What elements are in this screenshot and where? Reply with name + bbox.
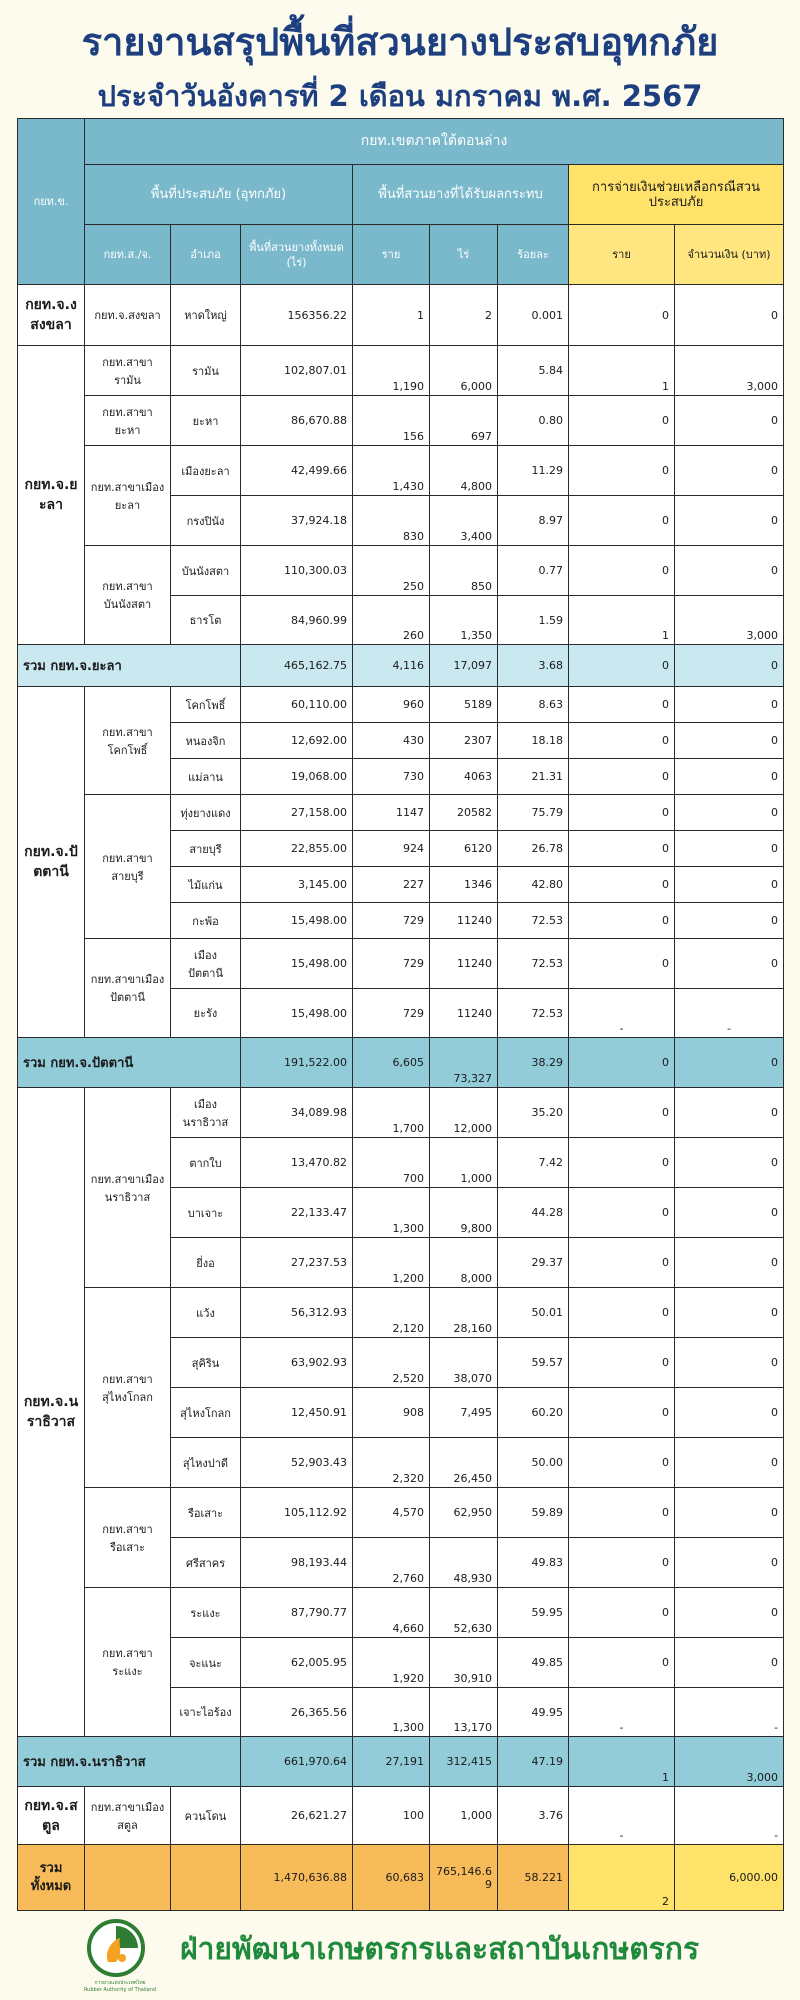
pay-people-cell: 2 xyxy=(569,1845,675,1911)
rai-cell: 697 xyxy=(430,396,498,446)
people-cell: 729 xyxy=(353,939,430,989)
percent-cell: 0.80 xyxy=(498,396,569,446)
area-cell: 52,903.43 xyxy=(241,1438,353,1488)
percent-cell: 60.20 xyxy=(498,1388,569,1438)
district-cell: ยะรัง xyxy=(171,989,241,1038)
district-cell: เมือง นราธิวาส xyxy=(171,1088,241,1138)
branch-cell: กยท.สาขายะหา xyxy=(85,396,171,446)
table-row xyxy=(18,1488,784,1538)
branch-cell: กยท.สาขาเมือง สตูล xyxy=(85,1787,171,1845)
district-cell: ควนโดน xyxy=(171,1787,241,1845)
district-cell: เมืองยะลา xyxy=(171,446,241,496)
percent-cell: 58.221 xyxy=(498,1845,569,1911)
branch-cell: กยท.สาขา ระแงะ xyxy=(85,1588,171,1737)
people-cell: 700 xyxy=(353,1138,430,1188)
district-cell: รือเสาะ xyxy=(171,1488,241,1538)
pay-amount-cell: 0 xyxy=(675,1338,784,1388)
people-cell: 960 xyxy=(353,687,430,723)
pay-people-cell: 0 xyxy=(569,1038,675,1088)
rai-cell: 1,000 xyxy=(430,1138,498,1188)
rai-cell: 1,350 xyxy=(430,596,498,645)
rai-cell: 4,800 xyxy=(430,446,498,496)
table-row xyxy=(18,1088,784,1138)
people-cell: 260 xyxy=(353,596,430,645)
pay-people-cell: 0 xyxy=(569,1638,675,1688)
rai-cell: 4063 xyxy=(430,759,498,795)
logo-text-en: Rubber Authority of Thailand xyxy=(83,1987,157,1993)
district-cell: ยี่งอ xyxy=(171,1238,241,1288)
pay-amount-cell: - xyxy=(675,1688,784,1737)
pay-amount-cell: 0 xyxy=(675,546,784,596)
area-cell: 27,237.53 xyxy=(241,1238,353,1288)
percent-cell: 42.80 xyxy=(498,867,569,903)
pay-amount-cell: 0 xyxy=(675,1238,784,1288)
percent-cell: 47.19 xyxy=(498,1737,569,1787)
payment-header: การจ่ายเงินช่วยเหลือกรณีสวนประสบภัย xyxy=(569,165,784,225)
pay-amount-cell: 6,000.00 xyxy=(675,1845,784,1911)
people-cell: 60,683 xyxy=(353,1845,430,1911)
area-cell: 63,902.93 xyxy=(241,1338,353,1388)
branch-cell: กยท.สาขาเมือง นราธิวาส xyxy=(85,1088,171,1288)
district-cell: สายบุรี xyxy=(171,831,241,867)
area-cell: 22,133.47 xyxy=(241,1188,353,1238)
pay-amount-cell: 0 xyxy=(675,759,784,795)
area-cell: 26,365.56 xyxy=(241,1688,353,1737)
area-cell: 156356.22 xyxy=(241,285,353,346)
percent-cell: 21.31 xyxy=(498,759,569,795)
pay-people-cell: 0 xyxy=(569,1538,675,1588)
table-row xyxy=(18,1588,784,1638)
district-cell: สุไหงโกลก xyxy=(171,1388,241,1438)
pay-people-cell: - xyxy=(569,989,675,1038)
area-cell: 661,970.64 xyxy=(241,1737,353,1787)
people-cell: 924 xyxy=(353,831,430,867)
people-header: ราย xyxy=(353,225,430,285)
district-cell: ตากใบ xyxy=(171,1138,241,1188)
pay-people-cell: 0 xyxy=(569,496,675,546)
people-cell: 729 xyxy=(353,903,430,939)
area-cell: 15,498.00 xyxy=(241,939,353,989)
people-cell: 1,920 xyxy=(353,1638,430,1688)
branch-cell: กยท.สาขาเมือง ยะลา xyxy=(85,446,171,546)
pay-people-cell: 0 xyxy=(569,903,675,939)
percent-cell: 29.37 xyxy=(498,1238,569,1288)
grand-total-row xyxy=(18,1845,784,1911)
subtotal-row-pattani xyxy=(18,1038,784,1088)
rai-cell: 28,160 xyxy=(430,1288,498,1338)
rai-cell: 48,930 xyxy=(430,1538,498,1588)
pay-amount-cell: 0 xyxy=(675,1438,784,1488)
table-row xyxy=(18,546,784,596)
rai-cell: 1346 xyxy=(430,867,498,903)
area-cell: 34,089.98 xyxy=(241,1088,353,1138)
percent-cell: 59.57 xyxy=(498,1338,569,1388)
area-cell: 56,312.93 xyxy=(241,1288,353,1338)
percent-cell: 50.00 xyxy=(498,1438,569,1488)
pay-amount-cell: 0 xyxy=(675,396,784,446)
percent-cell: 26.78 xyxy=(498,831,569,867)
people-cell: 1,300 xyxy=(353,1188,430,1238)
district-cell: เจาะไอร้อง xyxy=(171,1688,241,1737)
percent-cell: 5.84 xyxy=(498,346,569,396)
rai-cell: 11240 xyxy=(430,989,498,1038)
percent-cell: 49.83 xyxy=(498,1538,569,1588)
branch-header: กยท.ส./จ. xyxy=(85,225,171,285)
pay-people-cell: 0 xyxy=(569,1138,675,1188)
pay-amount-cell: 0 xyxy=(675,831,784,867)
pay-people-cell: 0 xyxy=(569,546,675,596)
percent-cell: 49.85 xyxy=(498,1638,569,1688)
rai-cell: 6,000 xyxy=(430,346,498,396)
area-cell: 19,068.00 xyxy=(241,759,353,795)
pay-people-cell: 0 xyxy=(569,867,675,903)
percent-cell: 0.77 xyxy=(498,546,569,596)
people-cell: 6,605 xyxy=(353,1038,430,1088)
pay-people-cell: 0 xyxy=(569,1438,675,1488)
area-cell: 27,158.00 xyxy=(241,795,353,831)
percent-cell: 49.95 xyxy=(498,1688,569,1737)
pay-people-cell: 0 xyxy=(569,831,675,867)
district-cell: สุคิริน xyxy=(171,1338,241,1388)
province-cell: กยท.จ.น ราธิวาส xyxy=(18,1088,85,1737)
district-cell: บาเจาะ xyxy=(171,1188,241,1238)
rai-cell: 9,800 xyxy=(430,1188,498,1238)
pay-people-cell: 0 xyxy=(569,396,675,446)
district-cell: โคกโพธิ์ xyxy=(171,687,241,723)
pay-amount-cell: 0 xyxy=(675,867,784,903)
flood-report-table xyxy=(17,118,784,1911)
affected-area-header: พื้นที่สวนยางที่ได้รับผลกระทบ xyxy=(353,165,569,225)
province-cell: กยท.จ.ง สงขลา xyxy=(18,285,85,346)
percent-cell: 38.29 xyxy=(498,1038,569,1088)
district-cell: บันนังสตา xyxy=(171,546,241,596)
table-row xyxy=(18,795,784,831)
pay-amount-cell: 0 xyxy=(675,1288,784,1338)
percent-cell: 11.29 xyxy=(498,446,569,496)
rai-cell: 20582 xyxy=(430,795,498,831)
pay-amount-cell: 0 xyxy=(675,903,784,939)
pay-people-cell: 1 xyxy=(569,1737,675,1787)
subtotal-label: รวม กยท.จ.นราธิวาส xyxy=(18,1737,241,1787)
pay-amount-cell: 0 xyxy=(675,285,784,346)
table-row xyxy=(18,446,784,496)
percent-cell: 8.97 xyxy=(498,496,569,546)
table-row xyxy=(18,346,784,396)
district-cell: แว้ง xyxy=(171,1288,241,1338)
branch-cell: กยท.สาขา บันนังสตา xyxy=(85,546,171,645)
subtotal-row-yala xyxy=(18,645,784,687)
rai-cell: 5189 xyxy=(430,687,498,723)
logo-text-th: การยางแห่งประเทศไทย xyxy=(94,1980,146,1986)
people-cell: 908 xyxy=(353,1388,430,1438)
percent-cell: 0.001 xyxy=(498,285,569,346)
people-cell: 1,430 xyxy=(353,446,430,496)
rai-cell: 11240 xyxy=(430,939,498,989)
people-cell: 100 xyxy=(353,1787,430,1845)
district-cell: สุไหงปาดี xyxy=(171,1438,241,1488)
grand-total-empty-1 xyxy=(85,1845,171,1911)
pay-people-cell: 0 xyxy=(569,1088,675,1138)
pay-amount-cell: 0 xyxy=(675,1588,784,1638)
pay-people-cell: 0 xyxy=(569,446,675,496)
table-row xyxy=(18,396,784,446)
pay-amount-cell: 0 xyxy=(675,723,784,759)
area-cell: 37,924.18 xyxy=(241,496,353,546)
percent-cell: 72.53 xyxy=(498,903,569,939)
department-name: ฝ่ายพัฒนาเกษตรกรและสถาบันเกษตรกร xyxy=(180,1932,700,1967)
pay-people-cell: 0 xyxy=(569,1388,675,1438)
district-cell: หาดใหญ่ xyxy=(171,285,241,346)
subtotal-row-narathiwat xyxy=(18,1737,784,1787)
people-cell: 4,116 xyxy=(353,645,430,687)
district-cell: รามัน xyxy=(171,346,241,396)
table-row xyxy=(18,687,784,723)
pay-people-cell: 1 xyxy=(569,346,675,396)
district-cell: กรงปินัง xyxy=(171,496,241,546)
people-cell: 250 xyxy=(353,546,430,596)
subtotal-label: รวม กยท.จ.ยะลา xyxy=(18,645,241,687)
area-cell: 13,470.82 xyxy=(241,1138,353,1188)
branch-cell: กยท.สาขา รือเสาะ xyxy=(85,1488,171,1588)
grand-total-empty-2 xyxy=(171,1845,241,1911)
area-cell: 86,670.88 xyxy=(241,396,353,446)
pay-people-cell: 0 xyxy=(569,1238,675,1288)
pay-amount-cell: 0 xyxy=(675,1488,784,1538)
pay-amount-cell: 3,000 xyxy=(675,596,784,645)
pay-amount-cell: 0 xyxy=(675,1388,784,1438)
people-cell: 830 xyxy=(353,496,430,546)
pay-people-header: ราย xyxy=(569,225,675,285)
rai-cell: 30,910 xyxy=(430,1638,498,1688)
province-header: กยท.ข. xyxy=(18,119,85,285)
pay-people-cell: 0 xyxy=(569,1288,675,1338)
area-cell: 26,621.27 xyxy=(241,1787,353,1845)
rai-cell: 62,950 xyxy=(430,1488,498,1538)
rai-cell: 26,450 xyxy=(430,1438,498,1488)
people-cell: 1,200 xyxy=(353,1238,430,1288)
percent-cell: 72.53 xyxy=(498,939,569,989)
pay-people-cell: 0 xyxy=(569,285,675,346)
district-header: อำเภอ xyxy=(171,225,241,285)
table-row xyxy=(18,1288,784,1338)
percent-cell: 75.79 xyxy=(498,795,569,831)
people-cell: 1,700 xyxy=(353,1088,430,1138)
rai-cell: 11240 xyxy=(430,903,498,939)
area-cell: 12,692.00 xyxy=(241,723,353,759)
area-cell: 191,522.00 xyxy=(241,1038,353,1088)
pay-people-cell: 0 xyxy=(569,1488,675,1538)
pay-people-cell: 0 xyxy=(569,795,675,831)
area-cell: 105,112.92 xyxy=(241,1488,353,1538)
table-row xyxy=(18,285,784,346)
pay-amount-cell: 0 xyxy=(675,446,784,496)
province-cell: กยท.จ.ย ะลา xyxy=(18,346,85,645)
pay-amount-cell: 0 xyxy=(675,645,784,687)
percent-cell: 72.53 xyxy=(498,989,569,1038)
pay-amount-cell: 0 xyxy=(675,687,784,723)
rai-cell: 3,400 xyxy=(430,496,498,546)
pay-people-cell: - xyxy=(569,1787,675,1845)
district-cell: ทุ่งยางแดง xyxy=(171,795,241,831)
percent-cell: 8.63 xyxy=(498,687,569,723)
area-cell: 84,960.99 xyxy=(241,596,353,645)
rai-cell: 312,415 xyxy=(430,1737,498,1787)
area-cell: 12,450.91 xyxy=(241,1388,353,1438)
people-cell: 227 xyxy=(353,867,430,903)
branch-cell: กยท.สาขา สุไหงโกลก xyxy=(85,1288,171,1488)
logo-caption xyxy=(70,1980,170,1994)
area-cell: 465,162.75 xyxy=(241,645,353,687)
pay-amount-cell: 0 xyxy=(675,1188,784,1238)
pay-amount-cell: 0 xyxy=(675,1638,784,1688)
percent-cell: 18.18 xyxy=(498,723,569,759)
pay-amount-cell: - xyxy=(675,1787,784,1845)
district-cell: ยะหา xyxy=(171,396,241,446)
page-title: รายงานสรุปพื้นที่สวนยางประสบอุทกภัย xyxy=(81,20,719,64)
pay-amount-cell: 0 xyxy=(675,939,784,989)
district-cell: ไม้แก่น xyxy=(171,867,241,903)
district-cell: จะแนะ xyxy=(171,1638,241,1688)
people-cell: 1,190 xyxy=(353,346,430,396)
rai-cell: 17,097 xyxy=(430,645,498,687)
rai-cell: 765,146.6 9 xyxy=(430,1845,498,1911)
area-cell: 22,855.00 xyxy=(241,831,353,867)
pay-people-cell: 0 xyxy=(569,723,675,759)
percent-cell: 7.42 xyxy=(498,1138,569,1188)
people-cell: 27,191 xyxy=(353,1737,430,1787)
people-cell: 1147 xyxy=(353,795,430,831)
percent-cell: 3.76 xyxy=(498,1787,569,1845)
area-cell: 102,807.01 xyxy=(241,346,353,396)
area-cell: 62,005.95 xyxy=(241,1638,353,1688)
area-cell: 98,193.44 xyxy=(241,1538,353,1588)
pay-people-cell: 0 xyxy=(569,759,675,795)
subtotal-label: รวม กยท.จ.ปัตตานี xyxy=(18,1038,241,1088)
people-cell: 729 xyxy=(353,989,430,1038)
people-cell: 2,520 xyxy=(353,1338,430,1388)
rai-cell: 12,000 xyxy=(430,1088,498,1138)
percent-cell: 59.95 xyxy=(498,1588,569,1638)
pay-people-cell: 0 xyxy=(569,645,675,687)
pay-people-cell: 1 xyxy=(569,596,675,645)
rai-cell: 7,495 xyxy=(430,1388,498,1438)
table-row xyxy=(18,1787,784,1845)
pay-people-cell: - xyxy=(569,1688,675,1737)
rai-cell: 6120 xyxy=(430,831,498,867)
district-cell: ศรีสาคร xyxy=(171,1538,241,1588)
pay-people-cell: 0 xyxy=(569,1588,675,1638)
people-cell: 1 xyxy=(353,285,430,346)
pay-amount-cell: 3,000 xyxy=(675,1737,784,1787)
pay-amount-cell: 0 xyxy=(675,1038,784,1088)
branch-cell: กยท.สาขา สายบุรี xyxy=(85,795,171,939)
province-cell: กยท.จ.ปั ตตานี xyxy=(18,687,85,1038)
pay-amount-header: จำนวนเงิน (บาท) xyxy=(675,225,784,285)
rai-cell: 2 xyxy=(430,285,498,346)
pay-amount-cell: - xyxy=(675,989,784,1038)
pay-people-cell: 0 xyxy=(569,1188,675,1238)
branch-cell: กยท.จ.สงขลา xyxy=(85,285,171,346)
disaster-area-header: พื้นที่ประสบภัย (อุทกภัย) xyxy=(85,165,353,225)
rai-cell: 850 xyxy=(430,546,498,596)
district-cell: แม่ลาน xyxy=(171,759,241,795)
people-cell: 2,320 xyxy=(353,1438,430,1488)
pay-people-cell: 0 xyxy=(569,1338,675,1388)
people-cell: 2,760 xyxy=(353,1538,430,1588)
pay-amount-cell: 0 xyxy=(675,1138,784,1188)
percent-cell: 3.68 xyxy=(498,645,569,687)
grand-total-label: รวม ทั้งหมด xyxy=(18,1845,85,1911)
rai-cell: 8,000 xyxy=(430,1238,498,1288)
pay-amount-cell: 3,000 xyxy=(675,346,784,396)
rai-header: ไร่ xyxy=(430,225,498,285)
percent-cell: 50.01 xyxy=(498,1288,569,1338)
percent-cell: 44.28 xyxy=(498,1188,569,1238)
rai-cell: 13,170 xyxy=(430,1688,498,1737)
percent-header: ร้อยละ xyxy=(498,225,569,285)
district-cell: หนองจิก xyxy=(171,723,241,759)
branch-cell: กยท.สาขารามัน xyxy=(85,346,171,396)
rai-cell: 38,070 xyxy=(430,1338,498,1388)
pay-people-cell: 0 xyxy=(569,939,675,989)
area-cell: 42,499.66 xyxy=(241,446,353,496)
people-cell: 730 xyxy=(353,759,430,795)
rubber-authority-logo xyxy=(86,1918,146,1978)
table-row xyxy=(18,939,784,989)
district-cell: เมือง ปัตตานี xyxy=(171,939,241,989)
region-header: กยท.เขตภาคใต้ตอนล่าง xyxy=(85,119,784,165)
pay-people-cell: 0 xyxy=(569,687,675,723)
area-cell: 15,498.00 xyxy=(241,903,353,939)
area-cell: 1,470,636.88 xyxy=(241,1845,353,1911)
percent-cell: 59.89 xyxy=(498,1488,569,1538)
district-cell: กะพ้อ xyxy=(171,903,241,939)
pay-amount-cell: 0 xyxy=(675,496,784,546)
area-cell: 60,110.00 xyxy=(241,687,353,723)
page-subtitle: ประจำวันอังคารที่ 2 เดือน มกราคม พ.ศ. 2567 xyxy=(97,79,703,113)
rai-cell: 1,000 xyxy=(430,1787,498,1845)
people-cell: 2,120 xyxy=(353,1288,430,1338)
rai-cell: 73,327 xyxy=(430,1038,498,1088)
district-cell: ธารโต xyxy=(171,596,241,645)
province-cell: กยท.จ.ส ตูล xyxy=(18,1787,85,1845)
area-cell: 15,498.00 xyxy=(241,989,353,1038)
area-cell: 110,300.03 xyxy=(241,546,353,596)
branch-cell: กยท.สาขา โคกโพธิ์ xyxy=(85,687,171,795)
total-area-header: พื้นที่สวนยางทั้งหมด (ไร่) xyxy=(241,225,353,285)
area-cell: 87,790.77 xyxy=(241,1588,353,1638)
people-cell: 4,660 xyxy=(353,1588,430,1638)
percent-cell: 35.20 xyxy=(498,1088,569,1138)
district-cell: ระแงะ xyxy=(171,1588,241,1638)
percent-cell: 1.59 xyxy=(498,596,569,645)
rai-cell: 2307 xyxy=(430,723,498,759)
people-cell: 1,300 xyxy=(353,1688,430,1737)
branch-cell: กยท.สาขาเมือง ปัตตานี xyxy=(85,939,171,1038)
people-cell: 156 xyxy=(353,396,430,446)
pay-amount-cell: 0 xyxy=(675,1088,784,1138)
pay-amount-cell: 0 xyxy=(675,795,784,831)
people-cell: 4,570 xyxy=(353,1488,430,1538)
rai-cell: 52,630 xyxy=(430,1588,498,1638)
pay-amount-cell: 0 xyxy=(675,1538,784,1588)
area-cell: 3,145.00 xyxy=(241,867,353,903)
people-cell: 430 xyxy=(353,723,430,759)
